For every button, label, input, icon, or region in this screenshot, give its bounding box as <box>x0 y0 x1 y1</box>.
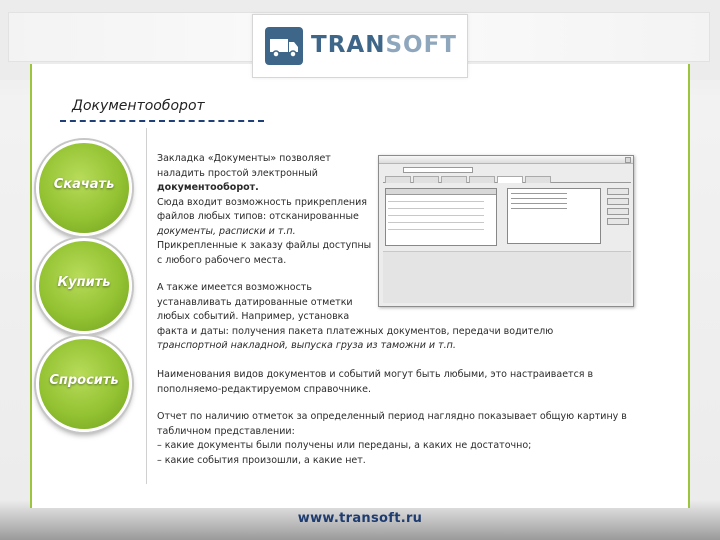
paragraph-report <box>157 410 647 468</box>
text-line: Закладка «Документы» позволяет <box>157 153 331 164</box>
text-line-italic: документы, расписки и т.п. <box>157 225 296 237</box>
text-line-bold: документооборот. <box>157 182 259 193</box>
logo-text-tran: TRAN <box>311 32 386 58</box>
screenshot-tab <box>385 176 411 183</box>
logo-wordmark <box>311 32 457 58</box>
screenshot-grid <box>385 188 497 246</box>
screenshot-tab <box>469 176 495 183</box>
download-button[interactable] <box>36 140 132 236</box>
screenshot-button <box>607 188 629 195</box>
screenshot-tab-active <box>497 176 523 183</box>
text-line: с любого рабочего места. <box>157 254 287 266</box>
text-line: Отчет по наличию отметок за определенный период наглядно показывает общую картину в <box>157 411 627 422</box>
text-line: А также имеется возможность <box>157 282 312 293</box>
text-line: устанавливать датированные отметки <box>157 296 353 308</box>
buy-button-label: Купить <box>57 275 111 290</box>
screenshot-titlebar <box>379 156 633 164</box>
screenshot-select <box>403 167 473 173</box>
screenshot-toolbar <box>383 167 631 173</box>
screenshot-grid-row <box>388 222 484 223</box>
text-line: Прикрепленные к заказу файлы доступны <box>157 240 372 251</box>
screenshot-close-icon <box>625 157 631 163</box>
footer-link[interactable]: www.transoft.ru <box>297 511 423 526</box>
text-line: Наименования видов документов и событий могут быть любыми, это настраивается в <box>157 369 594 380</box>
screenshot-list-item <box>511 193 567 194</box>
text-line: – какие события произошли, а какие нет. <box>157 454 366 466</box>
screenshot-grid-row <box>388 215 484 216</box>
screenshot-list-item <box>511 208 567 209</box>
text-line: пополняемо-редактируемом справочнике. <box>157 383 371 395</box>
text-line: любых событий. Например, установка <box>157 311 350 322</box>
ask-button-label: Спросить <box>49 373 119 388</box>
text-line: Сюда входит возможность прикрепления <box>157 196 368 208</box>
truck-logo-icon <box>265 27 303 65</box>
logo-text-soft: SOFT <box>385 32 457 58</box>
screenshot-list-item <box>511 203 567 204</box>
screenshot-button <box>607 218 629 225</box>
paragraph-event-marks <box>157 281 597 354</box>
screenshot-grid-row <box>388 229 484 230</box>
screenshot-list-item <box>511 198 567 199</box>
screenshot-tab <box>413 176 439 183</box>
screenshot-grid-header <box>386 189 496 195</box>
buy-button[interactable] <box>36 238 132 334</box>
screenshot-grid-row <box>388 208 484 209</box>
text-line: табличном представлении: <box>157 425 295 437</box>
logo[interactable] <box>252 14 468 78</box>
text-line: наладить простой электронный <box>157 167 318 179</box>
paragraph-documents-tab <box>157 152 377 268</box>
text-line: – какие документы были получены или переданы, а каких не достаточно; <box>157 440 532 451</box>
paragraph-naming <box>157 368 617 397</box>
screenshot-grid-row <box>388 201 484 202</box>
screenshot-button <box>607 198 629 205</box>
text-line: файлов любых типов: отсканированные <box>157 211 359 222</box>
logo-inner <box>263 25 457 67</box>
text-line: факта и даты: получения пакета платежных документов, передачи водителю <box>157 325 554 337</box>
ask-button[interactable] <box>36 336 132 432</box>
screenshot-tab <box>441 176 467 183</box>
download-button-label: Скачать <box>53 177 115 192</box>
footer <box>0 508 720 540</box>
page-title: Документооборот <box>72 98 205 114</box>
screenshot-tabs <box>383 176 631 183</box>
screenshot-button <box>607 208 629 215</box>
screenshot-tab <box>525 176 551 183</box>
screenshot-file-list <box>507 188 601 244</box>
text-line-italic: транспортной накладной, выпуска груза из таможни и т.п. <box>157 340 456 351</box>
divider-vertical <box>146 128 147 484</box>
title-underline <box>60 120 264 122</box>
